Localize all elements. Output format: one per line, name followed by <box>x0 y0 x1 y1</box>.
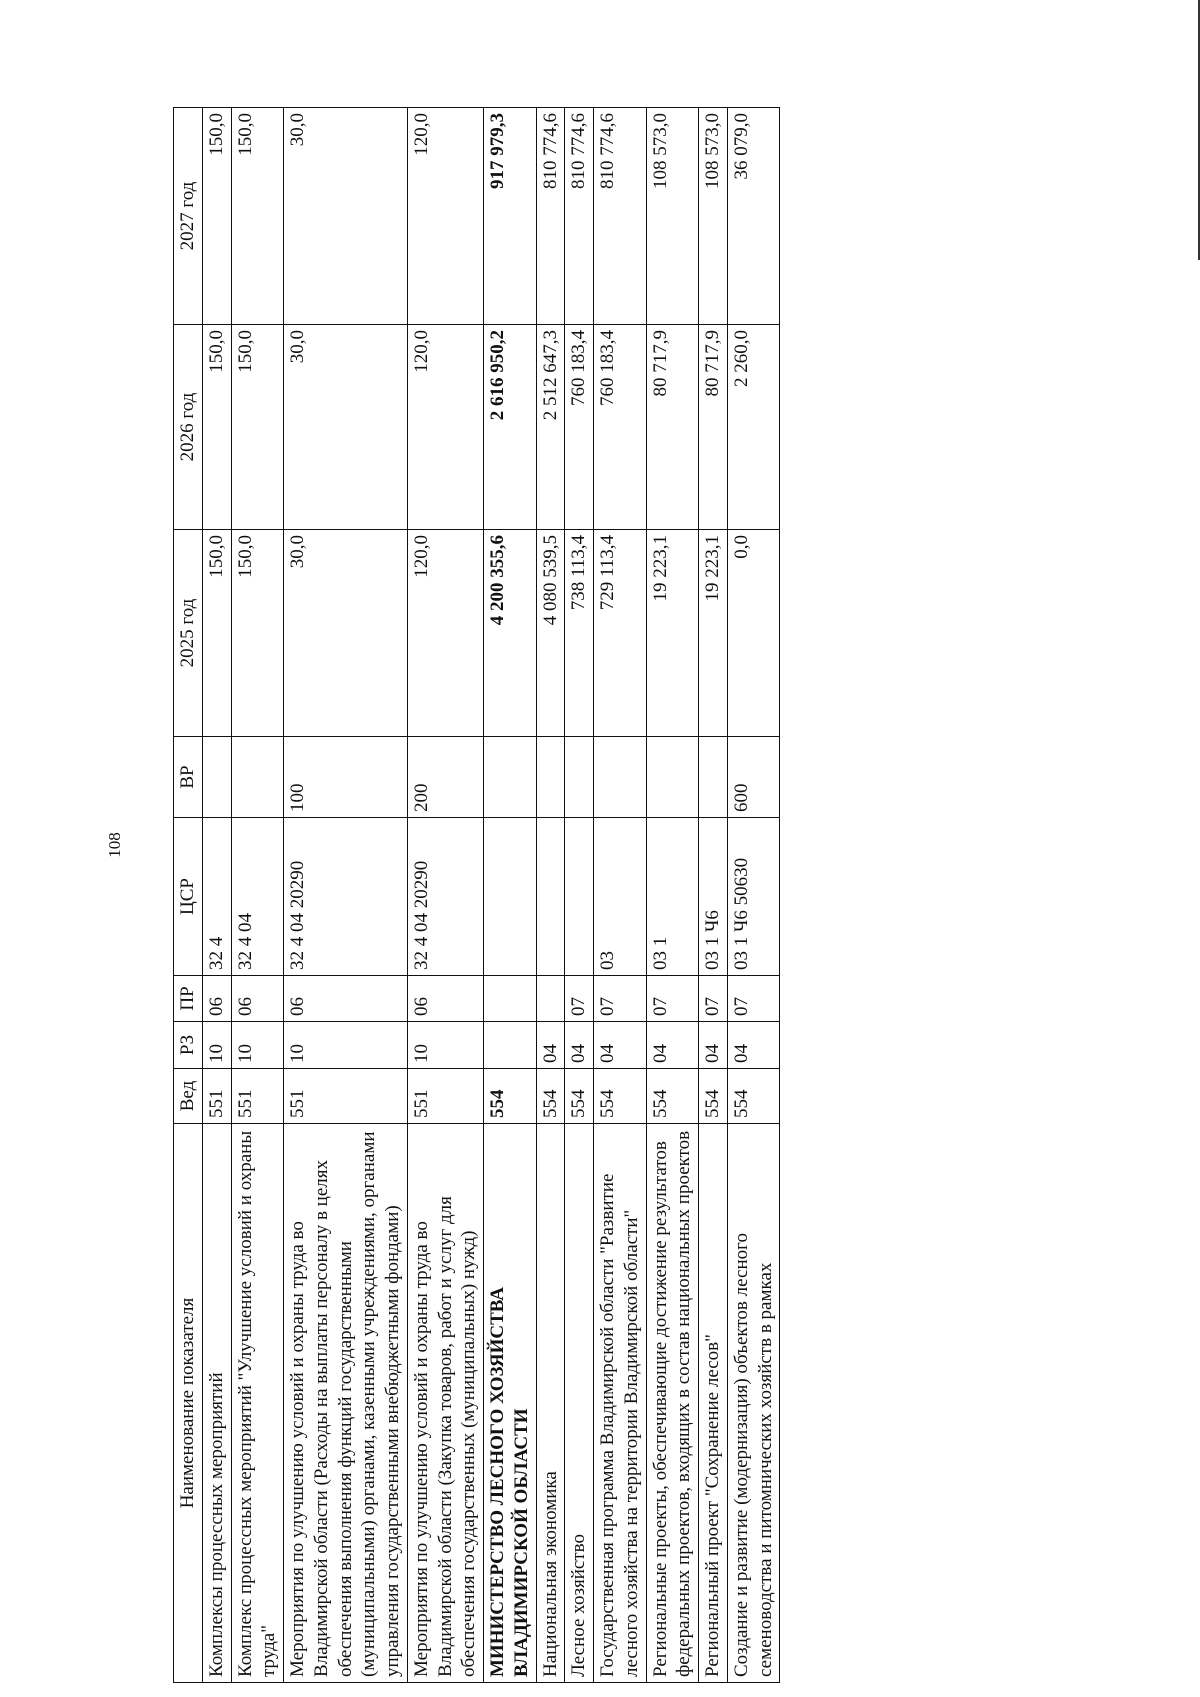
cell-rz: 04 <box>699 1022 728 1069</box>
cell-pr: 07 <box>699 976 728 1022</box>
cell-pr: 07 <box>565 976 594 1022</box>
cell-name: Государственная программа Владимирской области "Развитие лесного хозяйства на территории Владимирской области" <box>594 1124 647 1683</box>
cell-name: Лесное хозяйство <box>565 1124 594 1683</box>
cell-ved: 551 <box>284 1069 408 1124</box>
rotated-table-container <box>173 108 1143 1683</box>
cell-2026: 80 717,9 <box>699 325 728 530</box>
cell-csr <box>565 818 594 976</box>
cell-ved: 554 <box>699 1069 728 1124</box>
budget-table <box>173 107 780 1683</box>
page-number: 108 <box>105 832 124 858</box>
cell-2026: 2 260,0 <box>727 325 780 530</box>
cell-2026: 30,0 <box>284 325 408 530</box>
cell-pr: 07 <box>646 976 699 1022</box>
table-row <box>407 108 483 1683</box>
cell-csr: 03 <box>594 818 647 976</box>
cell-vr: 600 <box>727 737 780 818</box>
cell-2027: 36 079,0 <box>727 108 780 325</box>
cell-2026: 150,0 <box>202 325 231 530</box>
cell-pr: 06 <box>284 976 408 1022</box>
cell-2027: 150,0 <box>231 108 284 325</box>
cell-rz: 10 <box>407 1022 483 1069</box>
cell-csr: 32 4 04 20290 <box>284 818 408 976</box>
cell-rz: 10 <box>202 1022 231 1069</box>
cell-name: Национальная экономика <box>536 1124 565 1683</box>
cell-pr: 06 <box>231 976 284 1022</box>
cell-csr: 32 4 04 20290 <box>407 818 483 976</box>
table-row <box>565 108 594 1683</box>
cell-ved: 554 <box>484 1069 537 1124</box>
cell-2027: 120,0 <box>407 108 483 325</box>
cell-2026: 2 512 647,3 <box>536 325 565 530</box>
cell-2026: 150,0 <box>231 325 284 530</box>
cell-2027: 150,0 <box>202 108 231 325</box>
table-header-row <box>174 108 203 1683</box>
cell-ved: 551 <box>231 1069 284 1124</box>
cell-vr: 100 <box>284 737 408 818</box>
cell-2026: 760 183,4 <box>565 325 594 530</box>
cell-ved: 554 <box>536 1069 565 1124</box>
cell-rz: 04 <box>565 1022 594 1069</box>
cell-rz: 10 <box>284 1022 408 1069</box>
cell-2025: 4 200 355,6 <box>484 530 537 737</box>
cell-ved: 554 <box>594 1069 647 1124</box>
cell-2027: 108 573,0 <box>646 108 699 325</box>
cell-rz: 04 <box>727 1022 780 1069</box>
cell-pr <box>484 976 537 1022</box>
header-pr: ПР <box>174 976 203 1022</box>
header-ved: Вед <box>174 1069 203 1124</box>
cell-vr <box>536 737 565 818</box>
cell-csr: 03 1 <box>646 818 699 976</box>
cell-csr: 32 4 <box>202 818 231 976</box>
cell-2026: 760 183,4 <box>594 325 647 530</box>
cell-2027: 810 774,6 <box>594 108 647 325</box>
header-name: Наименование показателя <box>174 1124 203 1683</box>
cell-pr: 06 <box>407 976 483 1022</box>
cell-vr: 200 <box>407 737 483 818</box>
table-row <box>646 108 699 1683</box>
cell-vr <box>484 737 537 818</box>
cell-2025: 738 113,4 <box>565 530 594 737</box>
header-2027: 2027 год <box>174 108 203 325</box>
cell-2025: 120,0 <box>407 530 483 737</box>
cell-ved: 554 <box>646 1069 699 1124</box>
cell-csr: 03 1 Ч6 50630 <box>727 818 780 976</box>
cell-2025: 4 080 539,5 <box>536 530 565 737</box>
cell-name: Региональный проект "Сохранение лесов" <box>699 1124 728 1683</box>
cell-name: МИНИСТЕРСТВО ЛЕСНОГО ХОЗЯЙСТВА ВЛАДИМИРСКОЙ ОБЛАСТИ <box>484 1124 537 1683</box>
cell-2027: 917 979,3 <box>484 108 537 325</box>
header-2026: 2026 год <box>174 325 203 530</box>
cell-2027: 30,0 <box>284 108 408 325</box>
table-row <box>594 108 647 1683</box>
cell-2025: 150,0 <box>202 530 231 737</box>
cell-name: Мероприятия по улучшению условий и охраны труда во Владимирской области (Расходы на выплаты персоналу в целях обеспечения выполнения функций государственными (муниципальными) органами, казенными учреждениями, органами управления государственными внебюджетными фондами) <box>284 1124 408 1683</box>
cell-2025: 729 113,4 <box>594 530 647 737</box>
cell-rz: 04 <box>646 1022 699 1069</box>
cell-name: Региональные проекты, обеспечивающие достижение результатов федеральных проектов, входящих в состав национальных проектов <box>646 1124 699 1683</box>
cell-2025: 19 223,1 <box>699 530 728 737</box>
header-rz: РЗ <box>174 1022 203 1069</box>
cell-pr: 07 <box>727 976 780 1022</box>
table-row <box>699 108 728 1683</box>
cell-pr <box>536 976 565 1022</box>
cell-vr <box>699 737 728 818</box>
cell-csr <box>484 818 537 976</box>
cell-2027: 108 573,0 <box>699 108 728 325</box>
table-row <box>484 108 537 1683</box>
cell-name: Мероприятия по улучшению условий и охраны труда во Владимирской области (Закупка товаров, работ и услуг для обеспечения государственных (муниципальных) нужд) <box>407 1124 483 1683</box>
cell-2025: 0,0 <box>727 530 780 737</box>
table-row <box>202 108 231 1683</box>
header-vr: ВР <box>174 737 203 818</box>
cell-vr <box>231 737 284 818</box>
cell-2025: 19 223,1 <box>646 530 699 737</box>
cell-rz: 04 <box>536 1022 565 1069</box>
cell-vr <box>565 737 594 818</box>
header-csr: ЦСР <box>174 818 203 976</box>
cell-2026: 120,0 <box>407 325 483 530</box>
cell-vr <box>202 737 231 818</box>
cell-pr: 06 <box>202 976 231 1022</box>
cell-ved: 551 <box>407 1069 483 1124</box>
table-row <box>536 108 565 1683</box>
cell-csr <box>536 818 565 976</box>
cell-rz: 04 <box>594 1022 647 1069</box>
header-2025: 2025 год <box>174 530 203 737</box>
cell-name: Комплекс процессных мероприятий "Улучшение условий и охраны труда" <box>231 1124 284 1683</box>
cell-rz: 10 <box>231 1022 284 1069</box>
cell-2025: 150,0 <box>231 530 284 737</box>
cell-vr <box>646 737 699 818</box>
cell-ved: 551 <box>202 1069 231 1124</box>
cell-2026: 2 616 950,2 <box>484 325 537 530</box>
cell-csr: 32 4 04 <box>231 818 284 976</box>
cell-name: Комплексы процессных мероприятий <box>202 1124 231 1683</box>
cell-ved: 554 <box>565 1069 594 1124</box>
cell-2025: 30,0 <box>284 530 408 737</box>
cell-vr <box>594 737 647 818</box>
cell-2026: 80 717,9 <box>646 325 699 530</box>
table-row <box>284 108 408 1683</box>
table-row <box>727 108 780 1683</box>
table-row <box>231 108 284 1683</box>
cell-2027: 810 774,6 <box>536 108 565 325</box>
cell-ved: 554 <box>727 1069 780 1124</box>
cell-2027: 810 774,6 <box>565 108 594 325</box>
cell-pr: 07 <box>594 976 647 1022</box>
cell-name: Создание и развитие (модернизация) объектов лесного семеноводства и питомнических хозяйств в рамках <box>727 1124 780 1683</box>
cell-csr: 03 1 Ч6 <box>699 818 728 976</box>
cell-rz <box>484 1022 537 1069</box>
